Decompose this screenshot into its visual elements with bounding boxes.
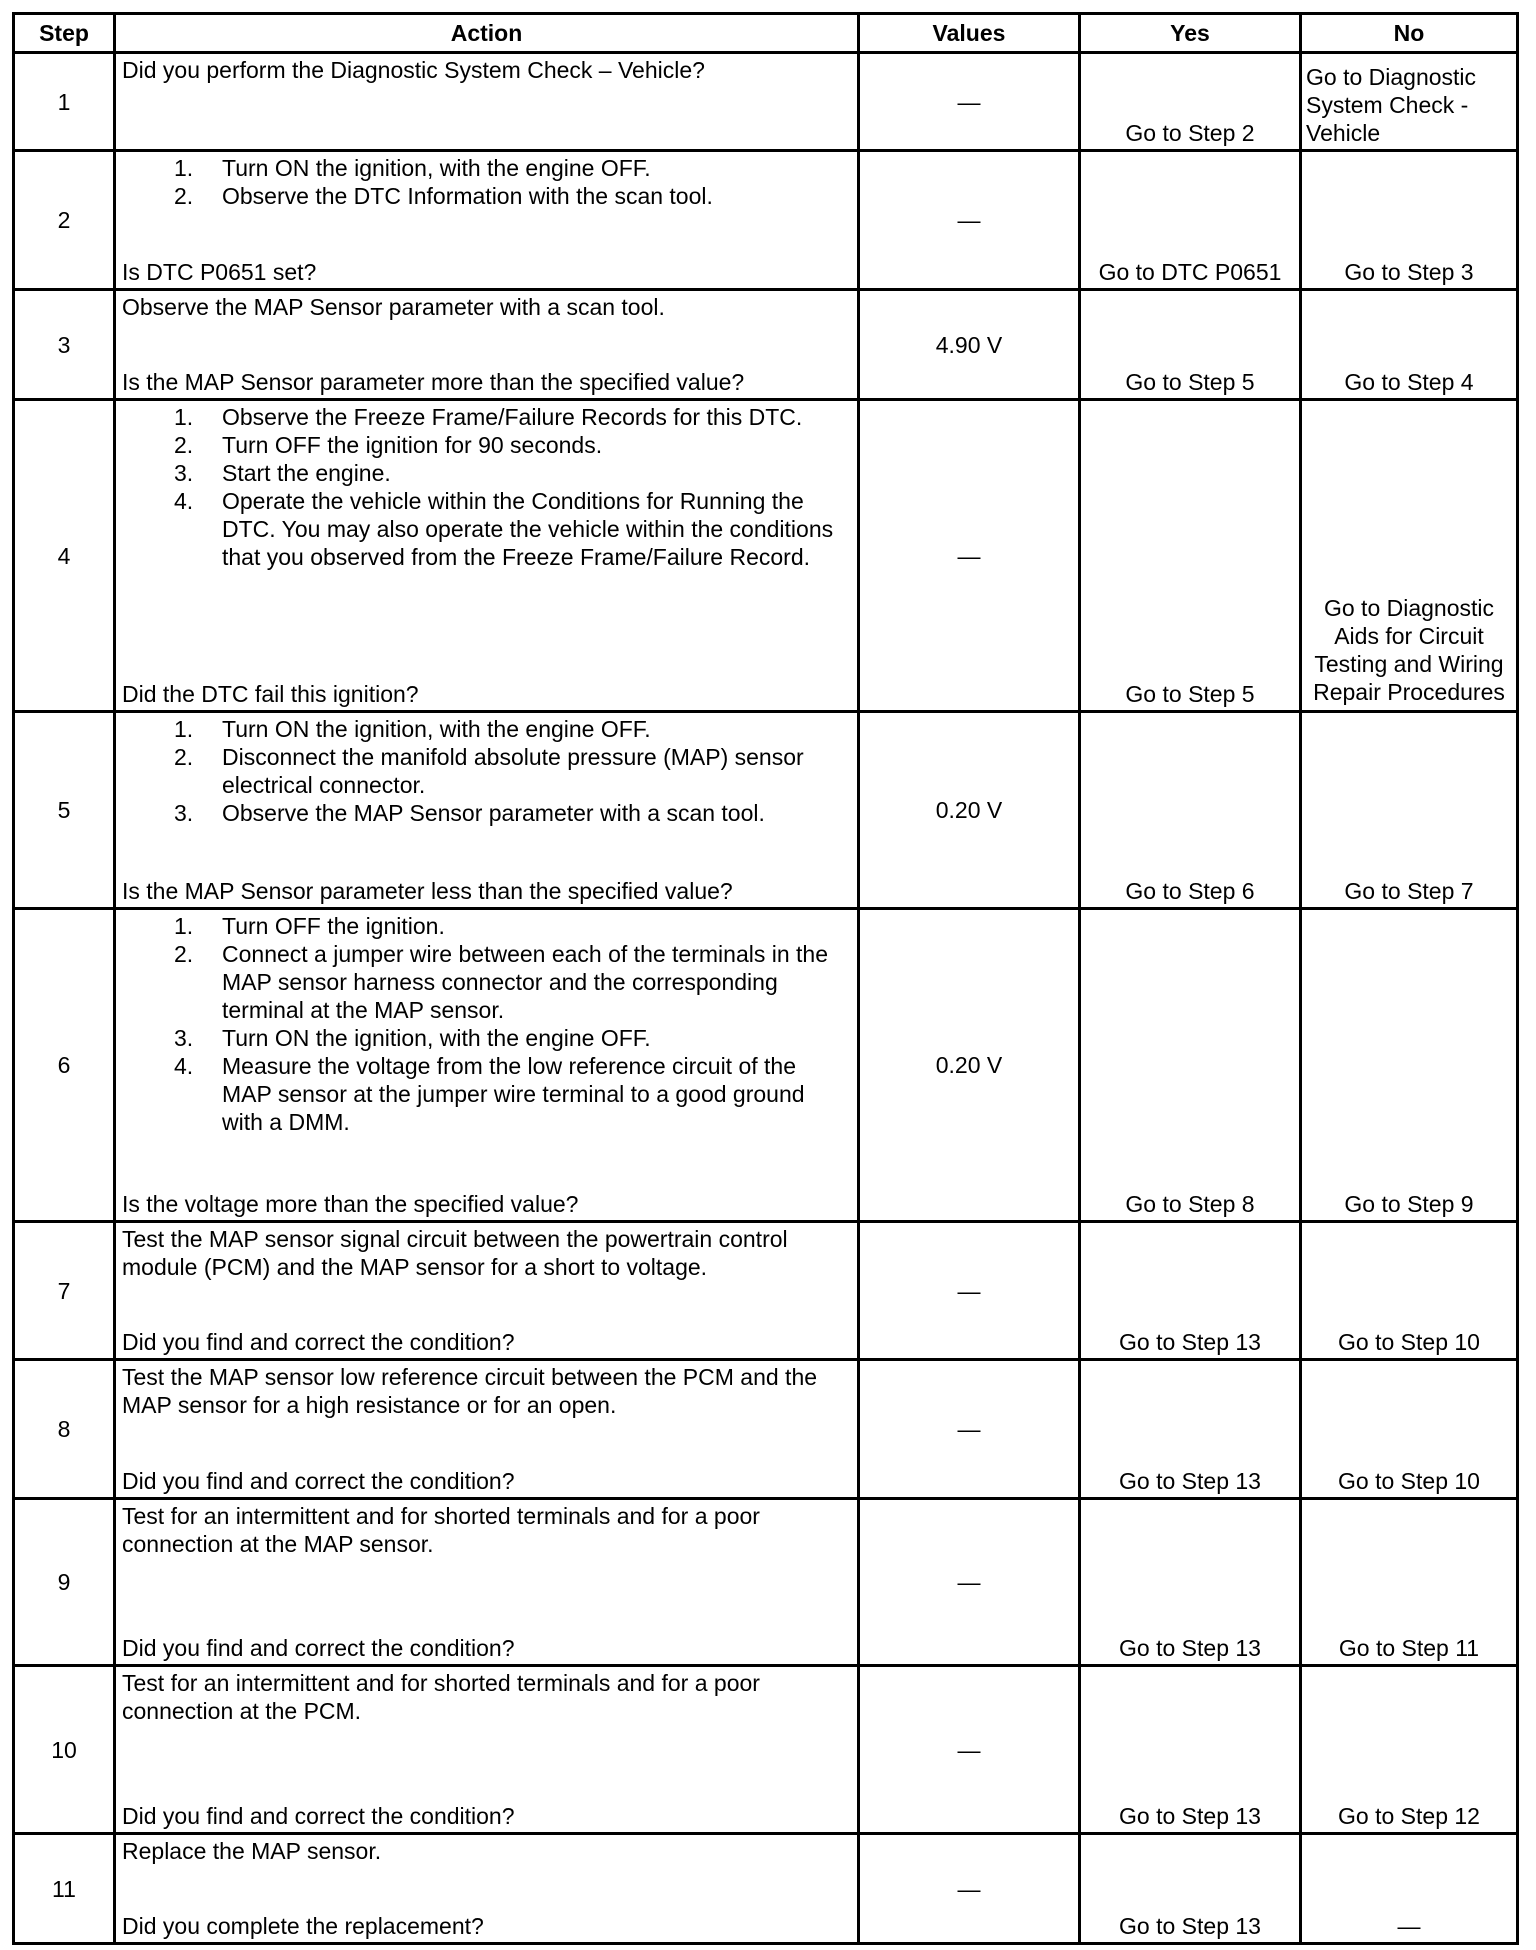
yes-text: Go to Step 5 <box>1125 369 1255 395</box>
list-number: 3. <box>174 460 194 486</box>
yes-cell <box>1080 1666 1301 1834</box>
yes-cell <box>1080 1834 1301 1944</box>
yes-text: Go to Step 13 <box>1119 1468 1261 1494</box>
value-cell: 0.20 V <box>859 712 1080 909</box>
no-cell <box>1301 1666 1518 1834</box>
yes-cell <box>1080 290 1301 400</box>
list-number: 1. <box>174 155 194 181</box>
action-text: Did you perform the Diagnostic System Check – Vehicle? <box>122 57 705 83</box>
list-text: Turn OFF the ignition. <box>222 913 445 939</box>
step-number: 8 <box>14 1360 115 1499</box>
no-cell <box>1301 909 1518 1222</box>
action-content <box>116 54 857 149</box>
action-text: Test the MAP sensor signal circuit between the powertrain control module (PCM) and the MAP sensor for a short to voltage. <box>122 1226 788 1280</box>
no-text: Go to Step 4 <box>1344 369 1474 395</box>
action-cell <box>115 1666 859 1834</box>
yes-text: Go to Step 13 <box>1119 1913 1261 1939</box>
list-text: Operate the vehicle within the Conditions for Running the DTC. You may also operate the vehicle within the conditions that you observed from the Freeze Frame/Failure Record. <box>222 488 834 570</box>
list-item <box>174 799 851 827</box>
action-question: Is the voltage more than the specified value? <box>122 1191 579 1217</box>
list-number: 2. <box>174 183 194 209</box>
no-text: Go to Diagnostic System Check - Vehicle <box>1306 64 1477 146</box>
list-text: Turn ON the ignition, with the engine OFF. <box>222 716 651 742</box>
list-text: Observe the MAP Sensor parameter with a scan tool. <box>222 800 765 826</box>
list-text: Start the engine. <box>222 460 391 486</box>
action-question: Is the MAP Sensor parameter less than the specified value? <box>122 878 733 904</box>
value-cell: — <box>859 1360 1080 1499</box>
no-text: Go to Step 9 <box>1344 1191 1474 1217</box>
yes-text: Go to Step 2 <box>1125 120 1255 146</box>
action-steps-list <box>174 715 851 827</box>
no-text: Go to Step 7 <box>1344 878 1474 904</box>
list-item <box>174 182 851 210</box>
yes-cell <box>1080 1499 1301 1666</box>
list-item <box>174 154 851 182</box>
table-row <box>14 290 1518 400</box>
no-cell <box>1301 400 1518 712</box>
action-steps-list <box>174 154 851 210</box>
step-number: 10 <box>14 1666 115 1834</box>
list-number: 4. <box>174 488 194 514</box>
value-cell: — <box>859 1499 1080 1666</box>
action-cell <box>115 290 859 400</box>
action-content <box>116 152 857 288</box>
list-item <box>174 940 851 1024</box>
list-text: Turn ON the ignition, with the engine OFF. <box>222 155 651 181</box>
no-text: Go to Step 11 <box>1338 1635 1480 1661</box>
action-question: Did you find and correct the condition? <box>122 1635 515 1661</box>
list-number: 3. <box>174 800 194 826</box>
action-content <box>116 1500 857 1664</box>
action-question: Did the DTC fail this ignition? <box>122 681 419 707</box>
action-text: Test for an intermittent and for shorted terminals and for a poor connection at the PCM. <box>122 1670 760 1724</box>
no-cell <box>1301 712 1518 909</box>
table-row <box>14 1222 1518 1360</box>
step-number: 3 <box>14 290 115 400</box>
no-text: — <box>1397 1913 1421 1939</box>
action-cell <box>115 1834 859 1944</box>
action-cell <box>115 712 859 909</box>
list-text: Turn ON the ignition, with the engine OFF. <box>222 1025 651 1051</box>
no-cell <box>1301 53 1518 151</box>
yes-cell <box>1080 1222 1301 1360</box>
yes-text: Go to Step 8 <box>1125 1191 1255 1217</box>
header-row <box>14 14 1518 53</box>
action-cell <box>115 1222 859 1360</box>
action-text: Test the MAP sensor low reference circuit between the PCM and the MAP sensor for a high resistance or for an open. <box>122 1364 818 1418</box>
action-cell <box>115 1360 859 1499</box>
value-cell: — <box>859 400 1080 712</box>
list-text: Measure the voltage from the low reference circuit of the MAP sensor at the jumper wire terminal to a good ground with a DMM. <box>222 1053 805 1135</box>
value-cell: 4.90 V <box>859 290 1080 400</box>
list-number: 2. <box>174 744 194 770</box>
list-item <box>174 459 851 487</box>
no-text: Go to Diagnostic Aids for Circuit Testing and Wiring Repair Procedures <box>1313 595 1505 705</box>
no-cell <box>1301 1222 1518 1360</box>
list-item <box>174 715 851 743</box>
no-cell <box>1301 1499 1518 1666</box>
table-row <box>14 151 1518 290</box>
action-content <box>116 910 857 1220</box>
no-cell <box>1301 1834 1518 1944</box>
value-cell: — <box>859 151 1080 290</box>
list-text: Connect a jumper wire between each of the terminals in the MAP sensor harness connector and the corresponding terminal at the MAP sensor. <box>222 941 828 1023</box>
list-item <box>174 743 851 799</box>
action-content <box>116 401 857 710</box>
table-row <box>14 53 1518 151</box>
yes-cell <box>1080 151 1301 290</box>
list-text: Disconnect the manifold absolute pressure (MAP) sensor electrical connector. <box>222 744 804 798</box>
step-number: 4 <box>14 400 115 712</box>
yes-cell <box>1080 400 1301 712</box>
list-text: Observe the Freeze Frame/Failure Records for this DTC. <box>222 404 803 430</box>
list-number: 1. <box>174 913 194 939</box>
step-number: 2 <box>14 151 115 290</box>
value-cell: — <box>859 53 1080 151</box>
action-content <box>116 1667 857 1832</box>
list-number: 2. <box>174 432 194 458</box>
action-cell <box>115 400 859 712</box>
action-cell <box>115 1499 859 1666</box>
no-text: Go to Step 10 <box>1338 1329 1480 1355</box>
header-step: Step <box>14 14 115 53</box>
list-item <box>174 431 851 459</box>
action-content <box>116 291 857 398</box>
table-row <box>14 1666 1518 1834</box>
action-content <box>116 1361 857 1497</box>
action-content <box>116 713 857 907</box>
yes-text: Go to Step 13 <box>1119 1803 1261 1829</box>
yes-text: Go to Step 5 <box>1125 681 1255 707</box>
no-text: Go to Step 3 <box>1344 259 1474 285</box>
action-steps-list <box>174 912 851 1136</box>
yes-text: Go to Step 13 <box>1119 1635 1261 1661</box>
table-row <box>14 909 1518 1222</box>
list-item <box>174 1024 851 1052</box>
no-text: Go to Step 12 <box>1338 1803 1480 1829</box>
yes-text: Go to DTC P0651 <box>1098 259 1282 285</box>
header-values: Values <box>859 14 1080 53</box>
table-row <box>14 1499 1518 1666</box>
yes-cell <box>1080 53 1301 151</box>
value-cell: 0.20 V <box>859 909 1080 1222</box>
step-number: 7 <box>14 1222 115 1360</box>
action-question: Did you complete the replacement? <box>122 1913 484 1939</box>
header-action: Action <box>115 14 859 53</box>
yes-cell <box>1080 1360 1301 1499</box>
list-number: 1. <box>174 404 194 430</box>
action-cell <box>115 909 859 1222</box>
action-text: Test for an intermittent and for shorted terminals and for a poor connection at the MAP sensor. <box>122 1503 760 1557</box>
no-cell <box>1301 151 1518 290</box>
list-number: 2. <box>174 941 194 967</box>
action-question: Did you find and correct the condition? <box>122 1803 515 1829</box>
yes-text: Go to Step 13 <box>1119 1329 1261 1355</box>
table-row <box>14 1834 1518 1944</box>
value-cell: — <box>859 1834 1080 1944</box>
table-row <box>14 1360 1518 1499</box>
action-text: Observe the MAP Sensor parameter with a scan tool. <box>122 294 665 320</box>
action-question: Is the MAP Sensor parameter more than the specified value? <box>122 369 745 395</box>
diagnostic-table <box>12 12 1519 1945</box>
action-cell <box>115 151 859 290</box>
yes-text: Go to Step 6 <box>1125 878 1255 904</box>
action-question: Did you find and correct the condition? <box>122 1329 515 1355</box>
step-number: 1 <box>14 53 115 151</box>
action-question: Is DTC P0651 set? <box>122 259 317 285</box>
action-text: Replace the MAP sensor. <box>122 1838 382 1864</box>
value-cell: — <box>859 1222 1080 1360</box>
yes-cell <box>1080 909 1301 1222</box>
list-item <box>174 912 851 940</box>
list-item <box>174 403 851 431</box>
list-text: Turn OFF the ignition for 90 seconds. <box>222 432 603 458</box>
table-row <box>14 712 1518 909</box>
header-yes: Yes <box>1080 14 1301 53</box>
action-steps-list <box>174 403 851 571</box>
no-text: Go to Step 10 <box>1338 1468 1480 1494</box>
value-cell: — <box>859 1666 1080 1834</box>
list-item <box>174 487 851 571</box>
list-item <box>174 1052 851 1136</box>
table-row <box>14 400 1518 712</box>
list-number: 1. <box>174 716 194 742</box>
step-number: 11 <box>14 1834 115 1944</box>
header-no: No <box>1301 14 1518 53</box>
list-text: Observe the DTC Information with the scan tool. <box>222 183 713 209</box>
no-cell <box>1301 290 1518 400</box>
action-content <box>116 1835 857 1942</box>
list-number: 4. <box>174 1053 194 1079</box>
yes-cell <box>1080 712 1301 909</box>
step-number: 9 <box>14 1499 115 1666</box>
action-content <box>116 1223 857 1358</box>
action-question: Did you find and correct the condition? <box>122 1468 515 1494</box>
action-cell <box>115 53 859 151</box>
step-number: 5 <box>14 712 115 909</box>
step-number: 6 <box>14 909 115 1222</box>
no-cell <box>1301 1360 1518 1499</box>
list-number: 3. <box>174 1025 194 1051</box>
